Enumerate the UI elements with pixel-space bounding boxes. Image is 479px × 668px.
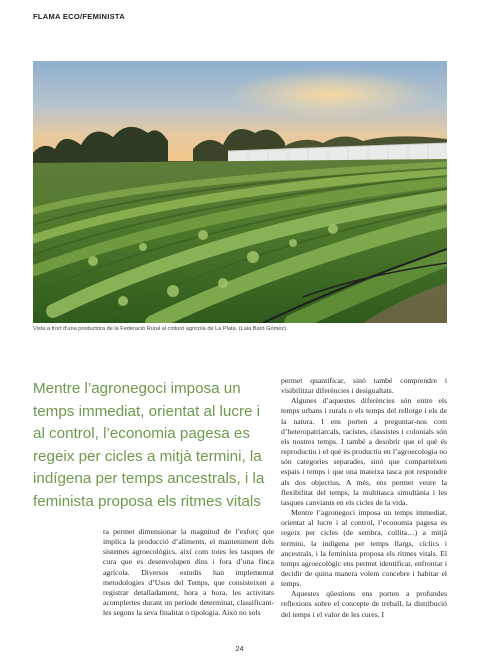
field-photo-illustration [33,61,447,323]
body-paragraph: ra permet dimensionar la magnitud de l’esforç que implica la producció d’aliments, el manteniment dels sistemes agroecològics, així com totes les tasques de cura que es desenvolupen dins i fora d’una finca agrícola. Diversos estudis han implementat metodologies d’Usos del Temps, que consisteixen a registrar detalladament, hora a hora, les activitats acomplertes durant un període determinat, classificant-les segons la seva finalitat o tipologia. Això no sols [103,527,274,618]
body-paragraph: Aquestes qüestions ens porten a profundes reflexions sobre el concepte de treball, la distribució del temps i el valor de les cures. I [281,589,447,619]
section-header: FLAMA ECO/FEMINISTA [33,12,125,21]
body-paragraph: Mentre l’agronegoci imposa un temps immediat, orientat al lucre i al control, l’economia pagesa es regeix per cicles (de sembra, collita…) a mitjà termini, la indígena per temps llargs, cíclics i ancestrals, i la feminista proposa els ritmes vitals. El temps agroecològic ens permet identificar, enfrontar i decidir de quina manera volem concebre i habitar el temps. [281,508,447,589]
photo-caption: Vista a frort d’una productora de la Federació Rural al cinturó agrícola de La Plata. (Laia Baró Gómez). [33,326,288,332]
body-paragraph: Algunes d’aquestes diferències són entre els temps urbans i rurals o els temps del rellotge i els de la natura. I ens porten a preguntar-nos com d’heteropatriarcals, racistes, classistes i colonials són els nostres temps. I també a desobrir que el què és reproductiu i el què és productiu en l’agroecologia no són categories separades, sinó que comparteixen espais i temps i que una mateixa tasca pot respondre als dos objectius. A més, ens permet veure la flexibilitat del temps, la multitasca simultània i les tasques canviants en els cicles de la vida. [281,396,447,507]
field-photo [33,61,447,323]
page-number: 24 [235,644,244,653]
body-column-left [103,527,274,618]
body-paragraph: permet quantificar, sinó també comprendre i visibilitzar diferències i desigualtats. [281,376,447,396]
body-column-right [281,376,447,620]
pull-quote: Mentre l’agronegoci imposa un temps immediat, orientat al lucre i al control, l’economia pagesa es regeix per cicles a mitjà termini, la indígena per temps ancestrals, i la feminista proposa els ritmes vitals [33,380,265,510]
